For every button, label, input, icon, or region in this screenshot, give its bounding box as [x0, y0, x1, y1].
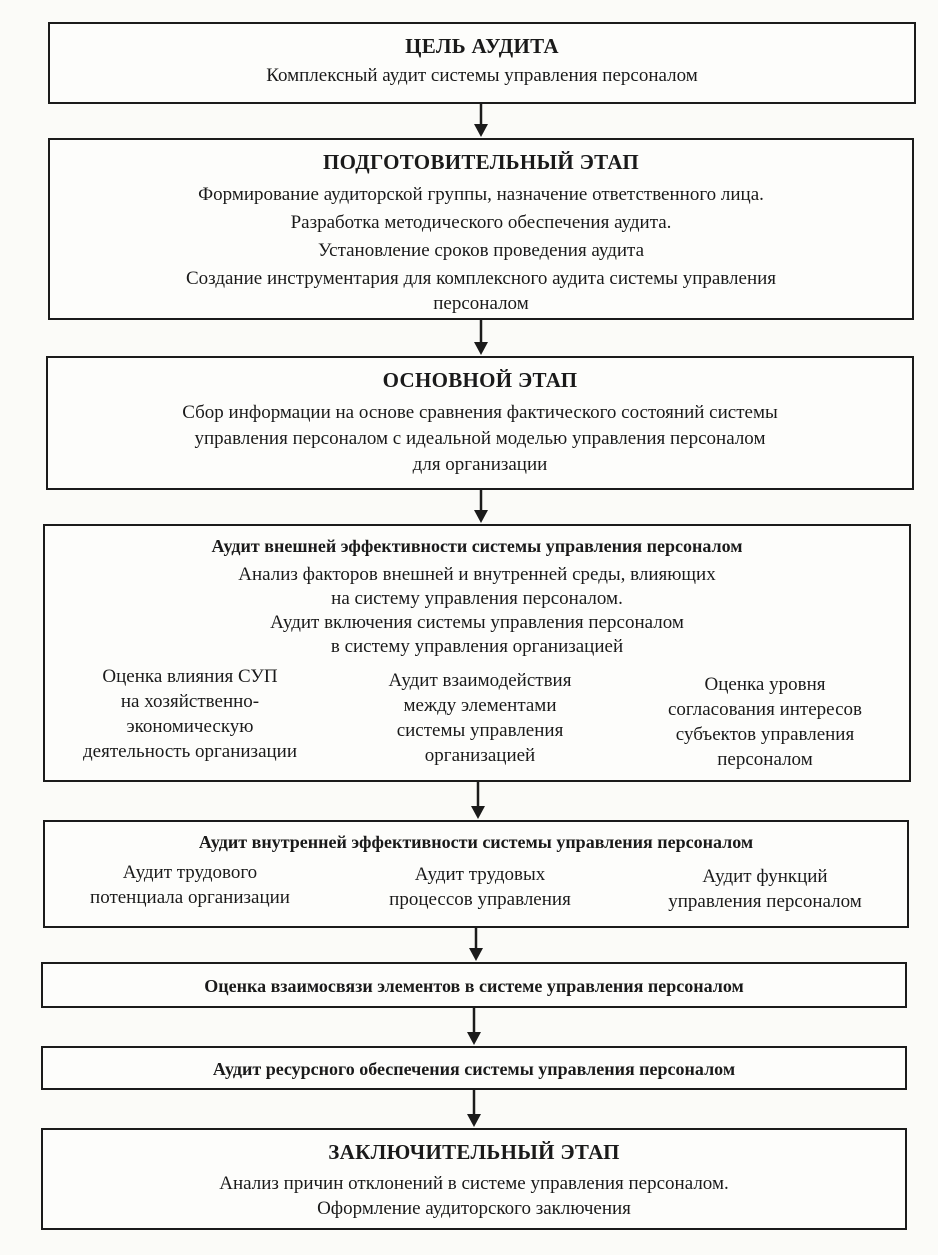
- arrow-down-icon: [473, 490, 489, 524]
- external-col-smp-impact: [55, 664, 325, 764]
- final-stage-line: Оформление аудиторского заключения: [317, 1198, 631, 1219]
- internal-audit-title: Аудит внутренней эффективности системы управления персоналом: [198, 832, 754, 852]
- relation-box: [41, 962, 907, 1008]
- col-line: процессов управления: [389, 889, 571, 910]
- final-stage-title: ЗАКЛЮЧИТЕЛЬНЫЙ ЭТАП: [328, 1140, 620, 1164]
- internal-col-processes: [345, 862, 615, 912]
- col-line: управления персоналом: [668, 891, 862, 912]
- resource-box: [41, 1046, 907, 1090]
- prep-stage-title: ПОДГОТОВИТЕЛЬНЫЙ ЭТАП: [323, 150, 639, 174]
- relation-title: Оценка взаимосвязи элементов в системе управления персоналом: [204, 976, 744, 996]
- arrow-down-icon: [466, 1090, 482, 1128]
- col-line: потенциала организации: [90, 887, 290, 908]
- col-line: Оценка влияния СУП: [102, 666, 278, 687]
- internal-col-potential: [55, 860, 325, 910]
- col-line: экономическую: [126, 716, 254, 737]
- external-col-interaction: [345, 668, 615, 768]
- col-line: деятельность организации: [82, 741, 298, 762]
- col-line: согласования интересов: [668, 699, 862, 720]
- col-line: персоналом: [717, 749, 813, 770]
- main-stage-line: управления персоналом с идеальной моделью управления персоналом: [194, 428, 766, 449]
- arrow-down-icon: [466, 1008, 482, 1046]
- external-audit-line: Анализ факторов внешней и внутренней среды, влияющих: [238, 564, 716, 585]
- prep-stage-line: Установление сроков проведения аудита: [317, 240, 645, 261]
- col-line: Аудит функций: [702, 866, 828, 887]
- prep-stage-line: Создание инструментария для комплексного аудита системы управления: [185, 268, 777, 289]
- main-stage-line: для организации: [412, 454, 548, 475]
- internal-audit-box: [43, 820, 909, 928]
- main-stage-title: ОСНОВНОЙ ЭТАП: [382, 368, 578, 392]
- final-stage-line: Анализ причин отклонений в системе управления персоналом.: [219, 1173, 729, 1194]
- internal-col-functions: [625, 864, 905, 914]
- prep-stage-line: Формирование аудиторской группы, назначение ответственного лица.: [198, 184, 764, 205]
- col-line: системы управления: [396, 720, 564, 741]
- col-line: на хозяйственно-: [120, 691, 260, 712]
- main-stage-box: [46, 356, 914, 490]
- final-stage-box: [41, 1128, 907, 1230]
- arrow-down-icon: [473, 104, 489, 138]
- external-audit-line: в систему управления организацией: [330, 636, 624, 657]
- col-line: Аудит трудовых: [414, 864, 546, 885]
- external-audit-box: [43, 524, 911, 782]
- prep-stage-box: [48, 138, 914, 320]
- col-line: субъектов управления: [675, 724, 855, 745]
- arrow-down-icon: [468, 928, 484, 962]
- prep-stage-line: персоналом: [433, 293, 529, 314]
- external-audit-title: Аудит внешней эффективности системы управления персоналом: [211, 536, 743, 556]
- goal-title: ЦЕЛЬ АУДИТА: [405, 34, 559, 58]
- col-line: Аудит трудового: [122, 862, 258, 883]
- arrow-down-icon: [470, 782, 486, 820]
- external-audit-line: на систему управления персоналом.: [331, 588, 623, 609]
- resource-title: Аудит ресурсного обеспечения системы управления персоналом: [212, 1059, 736, 1079]
- prep-stage-line: Разработка методического обеспечения аудита.: [290, 212, 672, 233]
- goal-text: Комплексный аудит системы управления персоналом: [266, 65, 698, 86]
- main-stage-line: Сбор информации на основе сравнения фактического состояний системы: [182, 402, 778, 423]
- col-line: организацией: [424, 745, 536, 766]
- goal-box: [48, 22, 916, 104]
- col-line: Аудит взаимодействия: [388, 670, 572, 691]
- col-line: Оценка уровня: [704, 674, 826, 695]
- external-col-interests: [625, 672, 905, 772]
- external-audit-line: Аудит включения системы управления персоналом: [270, 612, 684, 633]
- col-line: между элементами: [403, 695, 557, 716]
- arrow-down-icon: [473, 320, 489, 356]
